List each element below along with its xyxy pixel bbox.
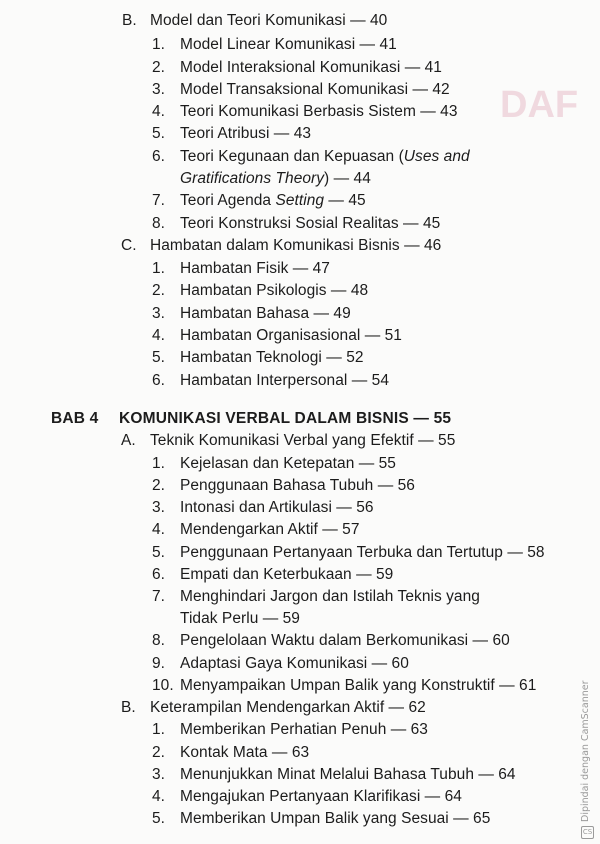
item-title: Menyampaikan Umpan Balik yang Konstruktif — 61 bbox=[180, 677, 537, 694]
item-number: 5. bbox=[152, 349, 166, 366]
item-title: Teori Komunikasi Berbasis Sistem — 43 bbox=[180, 103, 458, 120]
item-number: 7. bbox=[152, 192, 166, 209]
item-title: Hambatan Fisik — 47 bbox=[180, 260, 330, 277]
item-number: 1. bbox=[152, 455, 166, 472]
section-title: Model dan Teori Komunikasi — 40 bbox=[150, 12, 388, 29]
item-number: 9. bbox=[152, 655, 166, 672]
item-number: 3. bbox=[152, 81, 166, 98]
item-number: 1. bbox=[152, 721, 166, 738]
item-title: Mendengarkan Aktif — 57 bbox=[180, 521, 360, 538]
item-title-italic: Setting bbox=[275, 192, 325, 209]
camscanner-logo-icon: CS bbox=[581, 826, 594, 839]
item-number: 6. bbox=[152, 148, 166, 165]
item-title-part: — 45 bbox=[324, 192, 366, 209]
item-title: Hambatan Organisasional — 51 bbox=[180, 327, 402, 344]
item-title: Model Transaksional Komunikasi — 42 bbox=[180, 81, 450, 98]
item-number: 3. bbox=[152, 305, 166, 322]
section-title: Keterampilan Mendengarkan Aktif — 62 bbox=[150, 699, 426, 716]
item-title: Hambatan Interpersonal — 54 bbox=[180, 372, 389, 389]
item-number: 4. bbox=[152, 521, 166, 538]
item-title: Penggunaan Pertanyaan Terbuka dan Tertutup — 58 bbox=[180, 544, 545, 561]
item-number: 6. bbox=[152, 566, 166, 583]
item-number: 4. bbox=[152, 788, 166, 805]
item-title-part: ) — 44 bbox=[324, 170, 371, 187]
item-number: 7. bbox=[152, 588, 166, 605]
section-title: Hambatan dalam Komunikasi Bisnis — 46 bbox=[150, 237, 442, 254]
item-number: 3. bbox=[152, 499, 166, 516]
item-title: Hambatan Teknologi — 52 bbox=[180, 349, 364, 366]
item-title: Menunjukkan Minat Melalui Bahasa Tubuh — 64 bbox=[180, 766, 516, 783]
item-title: Kontak Mata — 63 bbox=[180, 744, 310, 761]
item-number: 8. bbox=[152, 632, 166, 649]
item-number: 4. bbox=[152, 103, 166, 120]
section-letter: B. bbox=[121, 699, 136, 716]
item-title: Teori Konstruksi Sosial Realitas — 45 bbox=[180, 215, 441, 232]
item-title: Hambatan Psikologis — 48 bbox=[180, 282, 369, 299]
item-number: 8. bbox=[152, 215, 166, 232]
item-title: Hambatan Bahasa — 49 bbox=[180, 305, 351, 322]
item-title: Empati dan Keterbukaan — 59 bbox=[180, 566, 394, 583]
item-number: 2. bbox=[152, 59, 166, 76]
item-title: Mengajukan Pertanyaan Klarifikasi — 64 bbox=[180, 788, 462, 805]
item-title-part: Teori Kegunaan dan Kepuasan ( bbox=[180, 148, 404, 165]
item-number: 6. bbox=[152, 372, 166, 389]
section-title: Teknik Komunikasi Verbal yang Efektif — 55 bbox=[150, 432, 456, 449]
watermark-text: Dipindai dengan CamScanner bbox=[580, 680, 591, 822]
item-title: Memberikan Perhatian Penuh — 63 bbox=[180, 721, 428, 738]
item-title: Model Linear Komunikasi — 41 bbox=[180, 36, 397, 53]
item-title-italic: Uses and bbox=[403, 148, 470, 165]
section-letter: C. bbox=[121, 237, 137, 254]
chapter-label: BAB 4 bbox=[51, 410, 99, 427]
section-letter: A. bbox=[121, 432, 136, 449]
item-title-part: Teori Agenda bbox=[180, 192, 276, 209]
section-letter: B. bbox=[122, 12, 137, 29]
item-title: Memberikan Umpan Balik yang Sesuai — 65 bbox=[180, 810, 491, 827]
item-title: Menghindari Jargon dan Istilah Teknis yang bbox=[180, 588, 480, 605]
item-title: Kejelasan dan Ketepatan — 55 bbox=[180, 455, 396, 472]
item-number: 10. bbox=[152, 677, 174, 694]
item-number: 4. bbox=[152, 327, 166, 344]
item-title bbox=[180, 191, 366, 211]
scanner-watermark bbox=[578, 650, 596, 840]
item-number: 1. bbox=[152, 36, 166, 53]
item-title: Penggunaan Bahasa Tubuh — 56 bbox=[180, 477, 415, 494]
item-number: 2. bbox=[152, 744, 166, 761]
item-number: 2. bbox=[152, 477, 166, 494]
item-title: Model Interaksional Komunikasi — 41 bbox=[180, 59, 442, 76]
item-number: 5. bbox=[152, 125, 166, 142]
item-number: 3. bbox=[152, 766, 166, 783]
item-number: 5. bbox=[152, 810, 166, 827]
item-title: Intonasi dan Artikulasi — 56 bbox=[180, 499, 374, 516]
item-title: Adaptasi Gaya Komunikasi — 60 bbox=[180, 655, 409, 672]
item-title-italic: Gratifications Theory bbox=[180, 170, 325, 187]
chapter-title: KOMUNIKASI VERBAL DALAM BISNIS — 55 bbox=[119, 410, 452, 427]
item-number: 5. bbox=[152, 544, 166, 561]
item-title bbox=[180, 147, 470, 167]
item-title: Tidak Perlu — 59 bbox=[180, 610, 300, 627]
item-number: 2. bbox=[152, 282, 166, 299]
item-title: Teori Atribusi — 43 bbox=[180, 125, 312, 142]
bleed-through-shadow: DAF bbox=[500, 84, 579, 126]
item-title bbox=[180, 169, 371, 189]
item-title: Pengelolaan Waktu dalam Berkomunikasi — 60 bbox=[180, 632, 510, 649]
item-number: 1. bbox=[152, 260, 166, 277]
